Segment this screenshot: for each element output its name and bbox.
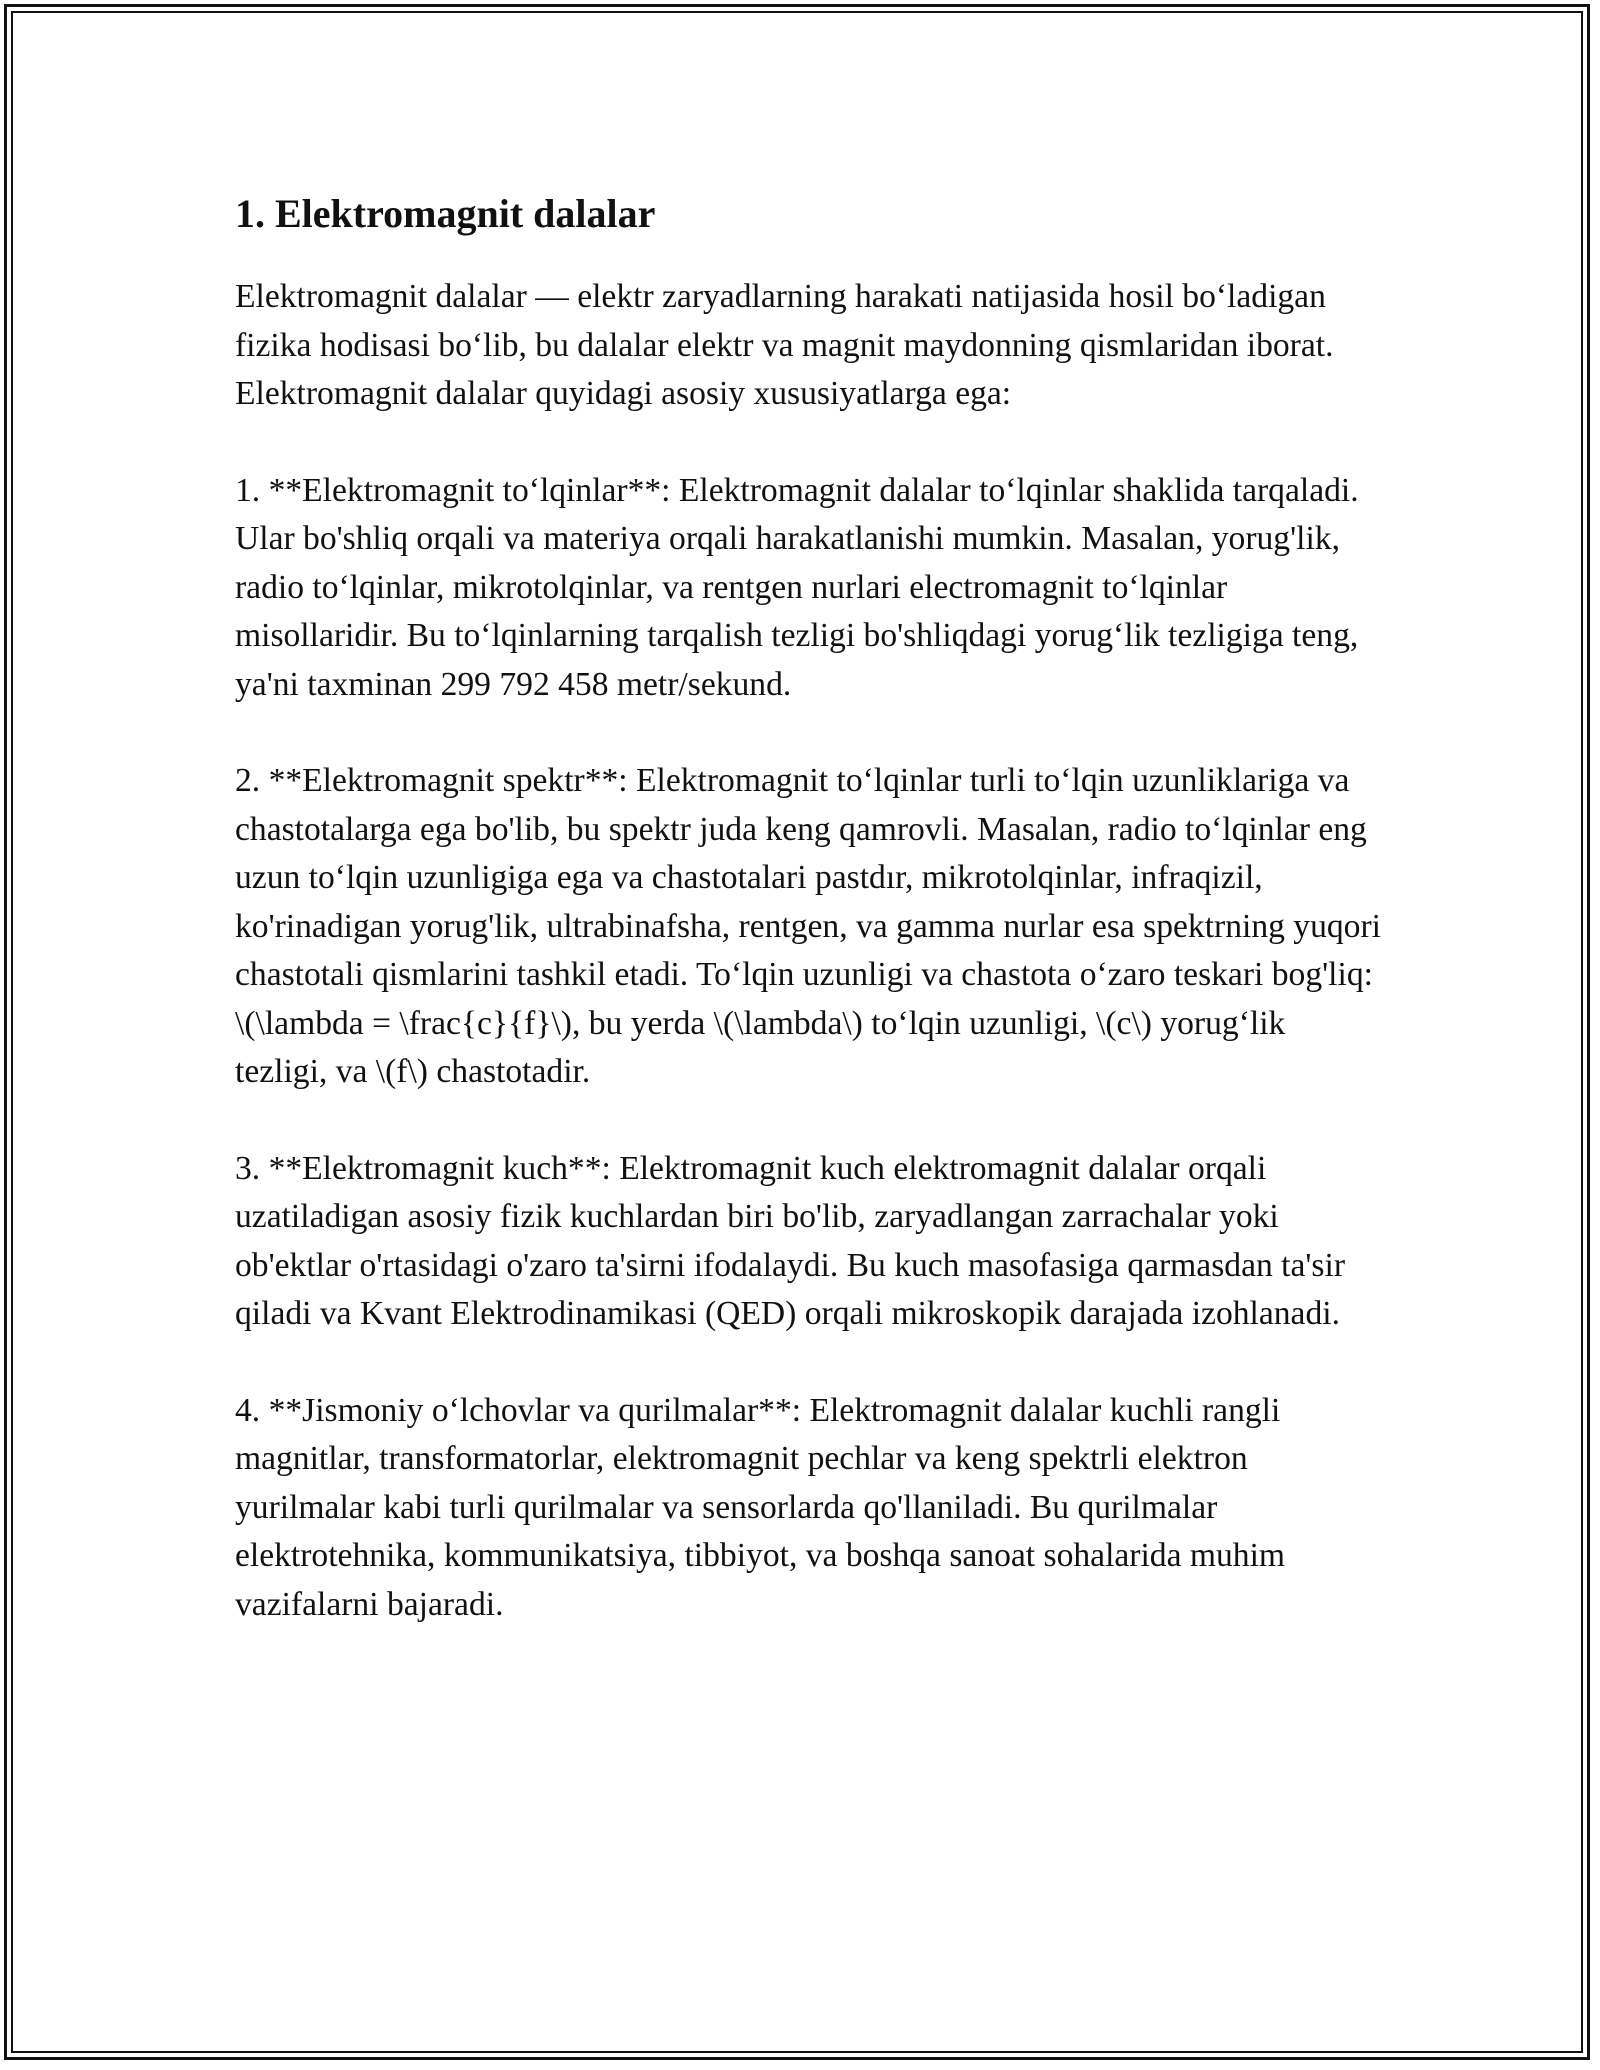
section-heading: 1. Elektromagnit dalalar <box>235 191 656 236</box>
document-body <box>235 183 1390 1629</box>
intro-paragraph: Elektromagnit dalalar — elektr zaryadlarning harakati natijasida hosil bo‘ladigan fizika hodisasi bo‘lib, bu dalalar elektr va magnit maydonning qismlaridan iborat. Elektromagnit dalalar quyidagi asosiy xususiyatlarga ega: <box>235 278 1342 412</box>
item-electromagnetic-waves: 1. **Elektromagnit to‘lqinlar**: Elektromagnit dalalar to‘lqinlar shaklida tarqaladi. Ular bo'shliq orqali va materiya orqali harakatlanishi mumkin. Masalan, yorug'lik, radio to‘lqinlar, mikrotolqinlar, va rentgen nurlari electromagnit to‘lqinlar misollaridir. Bu to‘lqinlarning tarqalish tezligi bo'shliqdagi yorug‘lik tezligiga teng, ya'ni taxminan 299 792 458 metr/sekund. <box>235 471 1368 703</box>
item-electromagnetic-spectrum: 2. **Elektromagnit spektr**: Elektromagnit to‘lqinlar turli to‘lqin uzunliklariga va chastotalarga ega bo'lib, bu spektr juda keng qamrovli. Masalan, radio to‘lqinlar eng uzun to‘lqin uzunligiga ega va chastotalari pastdır, mikrotolqinlar, infraqizil, ko'rinadigan yorug'lik, ultrabinafsha, rentgen, va gamma nurlar esa spektrning yuqori chastotali qismlarini tashkil etadi. To‘lqin uzunligi va chastota o‘zaro teskari bog'liq: \(\lambda = \frac{c}{f}\), bu yerda \(\lambda\) to‘lqin uzunligi, \(c\) yorug‘lik tezligi, va \(f\) chastotadir. <box>235 762 1390 1090</box>
item-electromagnetic-force: 3. **Elektromagnit kuch**: Elektromagnit kuch elektromagnit dalalar orqali uzatiladigan asosiy fizik kuchlardan biri bo'lib, zaryadlangan zarrachalar yoki ob'ektlar o'rtasidagi o'zaro ta'sirni ifodalaydi. Bu kuch masofasiga qarmasdan ta'sir qiladi va Kvant Elektrodinamikasi (QED) orqali mikroskopik darajada izohlanadi. <box>235 1149 1354 1332</box>
item-measurements-devices: 4. **Jismoniy o‘lchovlar va qurilmalar**: Elektromagnit dalalar kuchli rangli magnitlar, transformatorlar, elektromagnit pechlar va keng spektrli elektron yurilmalar kabi turli qurilmalar va sensorlarda qo'llaniladi. Bu qurilmalar elektrotehnika, kommunikatsiya, tibbiyot, va boshqa sanoat sohalarida muhim vazifalarni bajaradi. <box>235 1391 1294 1623</box>
